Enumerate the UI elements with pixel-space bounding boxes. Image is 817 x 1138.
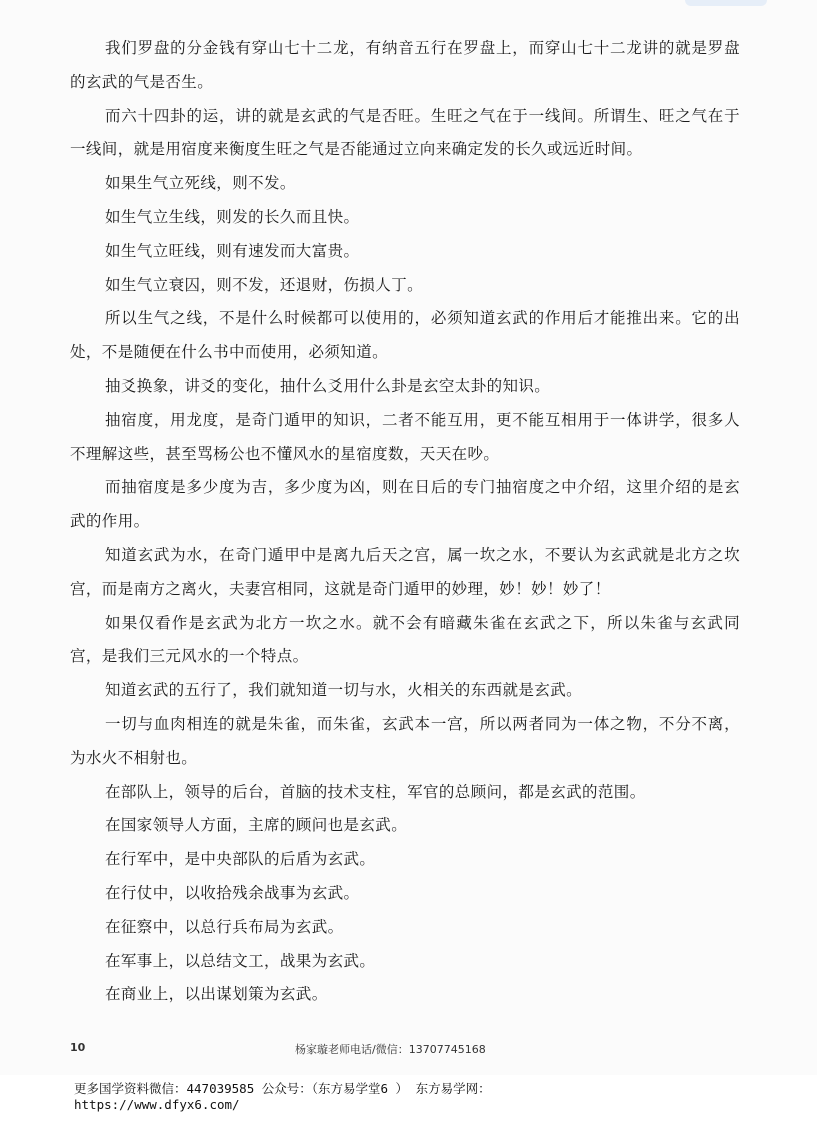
paragraph: 在行军中，是中央部队的后盾为玄武。: [105, 850, 376, 869]
paragraph: 如果生气立死线，则不发。: [105, 174, 296, 193]
page-footer: [70, 1041, 740, 1061]
paragraph: 如果仅看作是玄武为北方一坎之水。就不会有暗藏朱雀在玄武之下，所以朱雀与玄武同宫，是我们三元风水的一个特点。: [70, 613, 740, 666]
bottom-note: [74, 1081, 774, 1113]
page-number: 10: [70, 1041, 86, 1054]
paragraph: 在商业上，以出谋划策为玄武。: [105, 985, 328, 1004]
top-edge-chip: [685, 0, 767, 6]
paragraph: 在行仗中，以收拾残余战事为玄武。: [105, 883, 360, 902]
paragraph: 如生气立衰囚，则不发，还退财，伤损人丁。: [105, 275, 424, 294]
paragraph: 我们罗盘的分金钱有穿山七十二龙，有纳音五行在罗盘上，而穿山七十二龙讲的就是罗盘的玄武的气是否生。: [70, 39, 740, 91]
body-text: [70, 32, 740, 1012]
paragraph: 如生气立生线，则发的长久而且快。: [105, 207, 360, 226]
paragraph: 在军事上，以总结文工，战果为玄武。: [105, 951, 376, 970]
paragraph: 一切与血肉相连的就是朱雀，而朱雀，玄武本一宫，所以两者同为一体之物，不分不离，为水火不相射也。: [70, 714, 740, 767]
paragraph: 如生气立旺线，则有速发而大富贵。: [105, 241, 360, 260]
footer-contact: 杨家璇老师电话/微信：13707745168: [295, 1043, 486, 1056]
paragraph: 在部队上，领导的后台，首脑的技术支柱，军官的总顾问，都是玄武的范围。: [105, 782, 646, 801]
paragraph: 而抽宿度是多少度为吉，多少度为凶，则在日后的专门抽宿度之中介绍，这里介绍的是玄武的作用。: [70, 478, 740, 531]
bottom-note-text: 更多国学资料微信：447039585 公众号：（东方易学堂6 ） 东方易学网：: [74, 1081, 491, 1096]
paragraph: 在国家领导人方面，主席的顾问也是玄武。: [105, 816, 408, 835]
paragraph: 所以生气之线，不是什么时候都可以使用的，必须知道玄武的作用后才能推出来。它的出处，不是随便在什么书中而使用，必须知道。: [70, 309, 740, 362]
paragraph: 知道玄武为水，在奇门遁甲中是离九后天之宫，属一坎之水，不要认为玄武就是北方之坎宫，而是南方之离火，夫妻宫相同，这就是奇门遁甲的妙理，妙！妙！妙了！: [70, 545, 740, 598]
website-link[interactable]: https://www.dfyx6.com/: [74, 1097, 240, 1112]
paragraph: 在征察中，以总行兵布局为玄武。: [105, 917, 344, 936]
paragraph: 抽爻换象，讲爻的变化，抽什么爻用什么卦是玄空太卦的知识。: [105, 376, 551, 395]
paragraph: 抽宿度，用龙度，是奇门遁甲的知识，二者不能互用，更不能互相用于一体讲学，很多人不理解这些，甚至骂杨公也不懂风水的星宿度数，天天在吵。: [70, 410, 740, 463]
paragraph: 而六十四卦的运，讲的就是玄武的气是否旺。生旺之气在于一线间。所谓生、旺之气在于一线间，就是用宿度来衡度生旺之气是否能通过立向来确定发的长久或远近时间。: [70, 106, 740, 159]
paragraph: 知道玄武的五行了，我们就知道一切与水，火相关的东西就是玄武。: [105, 681, 583, 700]
